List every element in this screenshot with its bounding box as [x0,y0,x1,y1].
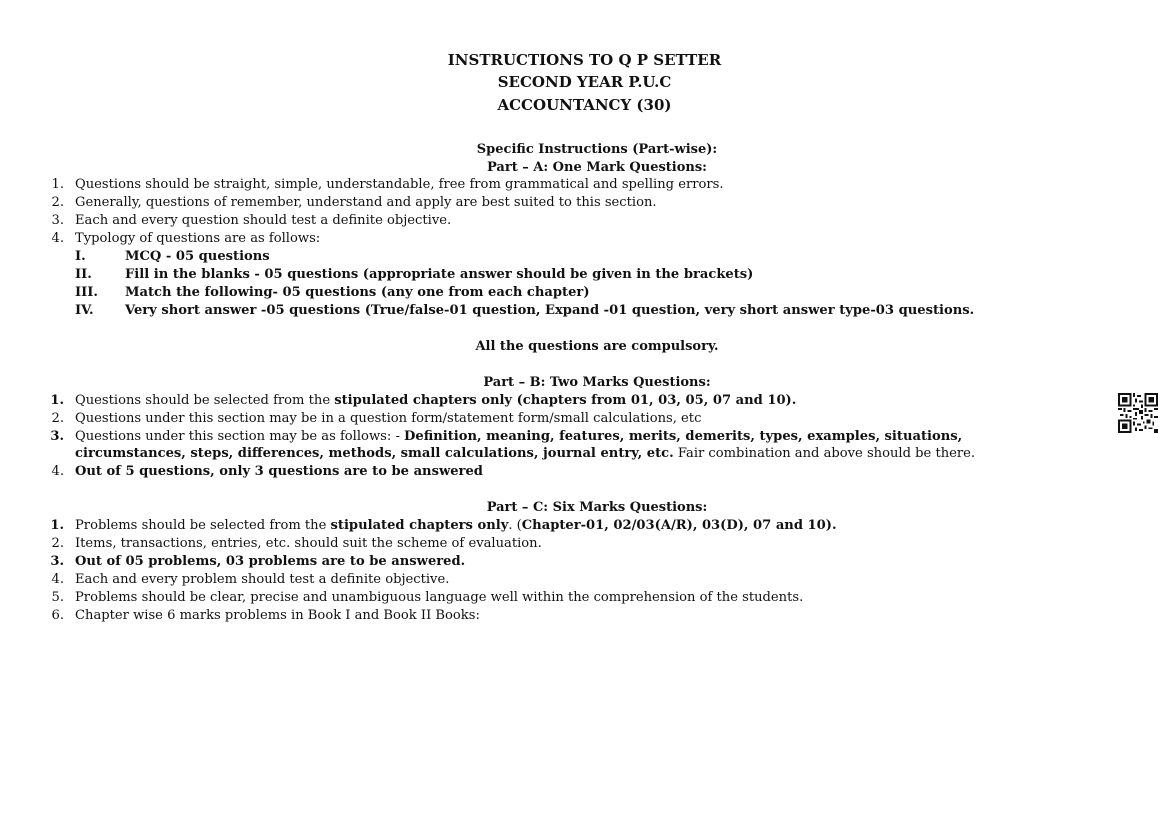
text-segment: Questions under this section may be as follows: - [75,429,405,444]
part-b-heading: Part – B: Two Marks Questions: [483,375,711,390]
list-number: 2. [51,536,64,551]
list-number: 3. [51,213,64,228]
bold-text-segment: circumstances, steps, differences, methods, small calculations, journal entry, etc. [75,446,674,461]
specific-instructions-heading: Specific Instructions (Part-wise): [476,142,718,157]
roman-number: III. [75,285,98,300]
bold-text-segment: Chapter-01, 02/03(A/R), 03(D), 07 and 10). [521,518,837,533]
list-text: Out of 05 problems, 03 problems are to be answered. [75,554,466,569]
list-text: Each and every problem should test a definite objective. [75,572,450,587]
doc-title-line1: INSTRUCTIONS TO Q P SETTER [447,51,722,69]
bold-text-segment: stipulated chapters only (chapters from 01, 03, 05, 07 and 10). [334,393,797,408]
doc-title-line2: SECOND YEAR P.U.C [497,73,672,91]
text-segment: . ( [508,518,522,533]
list-text: Questions should be straight, simple, understandable, free from grammatical and spelling errors. [75,177,724,192]
list-text: Items, transactions, entries, etc. should suit the scheme of evaluation. [75,536,542,551]
part-c-heading: Part – C: Six Marks Questions: [486,500,708,515]
roman-number: II. [75,267,92,282]
list-number: 6. [51,608,64,623]
list-text: Typology of questions are as follows: [75,231,321,246]
text-segment: Problems should be selected from the [75,518,331,533]
list-number: 1. [50,518,64,533]
list-number: 2. [51,195,64,210]
list-text [75,428,962,446]
list-number: 4. [51,231,64,246]
text-segment: Fair combination and above should be there. [673,446,976,461]
list-number: 3. [50,429,64,444]
compulsory-note: All the questions are compulsory. [475,339,719,354]
qr-code-icon [1118,393,1158,433]
part-a-heading: Part – A: One Mark Questions: [487,160,707,175]
part-b-item-3-continued [75,445,975,463]
roman-number: I. [75,249,86,264]
list-text [75,517,837,535]
question-type-text: Fill in the blanks - 05 questions (appropriate answer should be given in the brackets) [125,267,754,282]
doc-title-line3: ACCOUNTANCY (30) [497,96,672,114]
roman-number: IV. [75,303,94,318]
text-segment: Questions should be selected from the [75,393,335,408]
list-text: Questions under this section may be in a question form/statement form/small calculations, etc [75,411,702,426]
list-number: 4. [51,464,64,479]
list-number: 4. [51,572,64,587]
question-type-text: Very short answer -05 questions (True/false-01 question, Expand -01 question, very short answer type-03 questions. [125,303,975,318]
bold-text-segment: Definition, meaning, features, merits, demerits, types, examples, situations, [404,429,963,444]
list-text: Out of 5 questions, only 3 questions are to be answered [75,464,483,479]
list-text: Problems should be clear, precise and unambiguous language well within the comprehension of the students. [75,590,804,605]
list-number: 1. [50,393,64,408]
question-type-text: Match the following- 05 questions (any one from each chapter) [125,285,590,300]
list-number: 1. [51,177,64,192]
list-text [75,392,796,410]
list-text: Generally, questions of remember, understand and apply are best suited to this section. [75,195,657,210]
list-number: 2. [51,411,64,426]
list-number: 3. [50,554,64,569]
list-text: Each and every question should test a definite objective. [75,213,452,228]
list-number: 5. [51,590,64,605]
question-type-text: MCQ - 05 questions [125,249,270,264]
bold-text-segment: stipulated chapters only [330,518,509,533]
list-text: Chapter wise 6 marks problems in Book I and Book II Books: [75,608,480,623]
